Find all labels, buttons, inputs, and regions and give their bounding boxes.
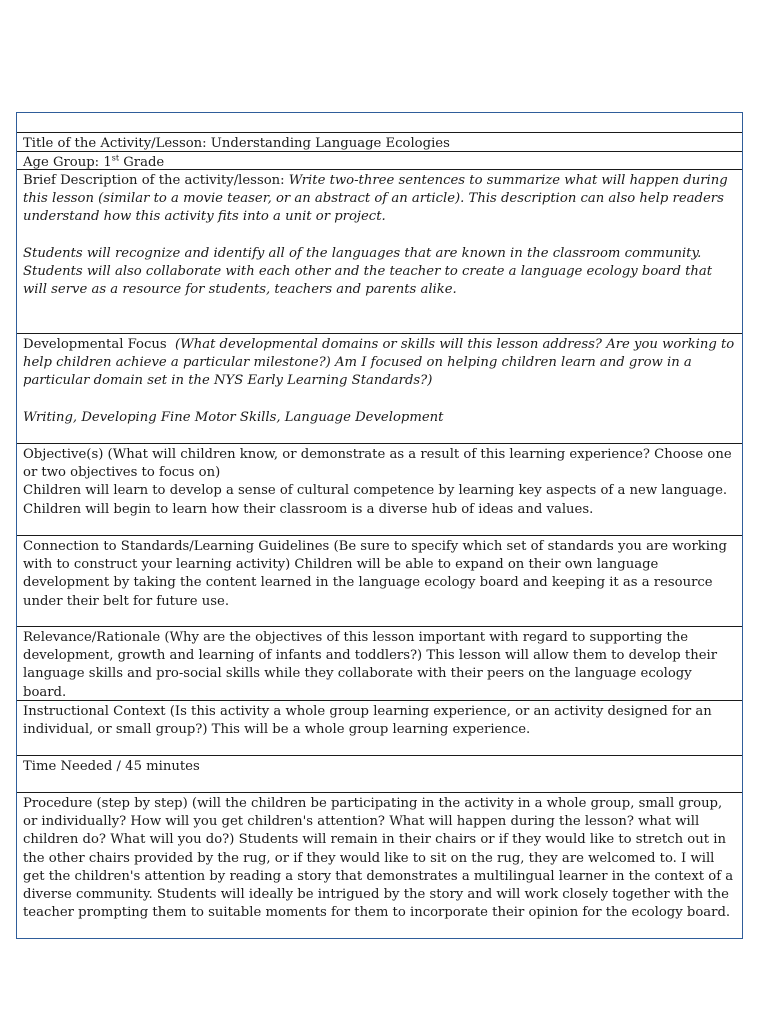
time-needed-text: Time Needed / 45 minutes [23,759,200,774]
title-label: Title of the Activity/Lesson: [23,136,207,151]
relevance-rationale-text: Relevance/Rationale (Why are the objectives of this lesson important with regard to supporting the development, growth and learning of infants and toddlers?) This lesson will allow them to develop their language skills and pro-social skills while they collaborate with their peers on the language ecology board. [23,630,718,700]
time-needed-row [17,755,742,792]
title-value: Understanding Language Ecologies [210,136,450,151]
brief-description-row [17,169,742,333]
developmental-focus-answer: Writing, Developing Fine Motor Skills, Language Development [23,409,444,425]
connection-to-standards-text: Connection to Standards/Learning Guidelines (Be sure to specify which set of standards you are working with to construct your learning activity) Children will be able to expand on their own language development by taking the content learned in the language ecology board and keeping it as a resource under their belt for future use. [23,539,727,609]
objectives-label: Objective(s) (What will children know, or demonstrate as a result of this learning experience? Choose one or two objectives to focus on) [23,447,732,481]
age-group-ordinal: st [111,153,120,163]
instructional-context-text: Instructional Context (Is this activity a whole group learning experience, or an activity designed for an individual, or small group?) This will be a whole group learning experience. [23,704,712,738]
age-group-number: 1 [103,155,112,169]
objectives-answer-1: Children will learn to develop a sense of cultural competence by learning key aspects of a new language. [23,483,728,499]
connection-to-standards-row [17,535,742,626]
lesson-plan-table [16,112,743,939]
relevance-rationale-row [17,626,742,700]
brief-description-answer: Students will recognize and identify all of the languages that are known in the classroom community. Students will also collaborate with each other and the teacher to create a language ecology board that will serve as a resource for students, teachers and parents alike. [23,245,713,298]
table-header-row [17,113,742,132]
brief-description-prompt: Write two-three sentences to summarize what will happen during this lesson (similar to a movie teaser, or an abstract of an article). This description can also help readers understand how this activity fits into a unit or project. [23,173,728,225]
procedure-row [17,792,742,938]
objectives-row [17,443,742,535]
procedure-text: Procedure (step by step) (will the children be participating in the activity in a whole group, small group, or individually? How will you get children's attention? What will happen during the lesson? what will children do? What will you do?) Students will remain in their chairs or if they would like to stretch out in the other chairs provided by the rug, or if they would like to sit on the rug, they are welcomed to. I will get the children's attention by reading a story that demonstrates a multilingual learner in the context of a diverse community. Students will ideally be intrigued by the story and will work closely together with the teacher prompting them to suitable moments for them to incorporate their opinion for the ecology board. [23,796,734,921]
age-group-row [17,151,742,169]
age-group-label: Age Group: [23,155,100,169]
title-row [17,132,742,151]
objectives-answer-2: Children will begin to learn how their classroom is a diverse hub of ideas and values. [23,501,594,517]
developmental-focus-label: Developmental Focus [23,337,167,352]
instructional-context-row [17,700,742,755]
developmental-focus-prompt: (What developmental domains or skills will this lesson address? Are you working to help children achieve a particular milestone?) Am I focused on helping children learn and grow in a particular domain set in the NYS Early Learning Standards?) [23,337,735,389]
developmental-focus-row [17,333,742,443]
age-group-grade: Grade [123,155,165,169]
brief-description-label: Brief Description of the activity/lesson: [23,173,285,188]
